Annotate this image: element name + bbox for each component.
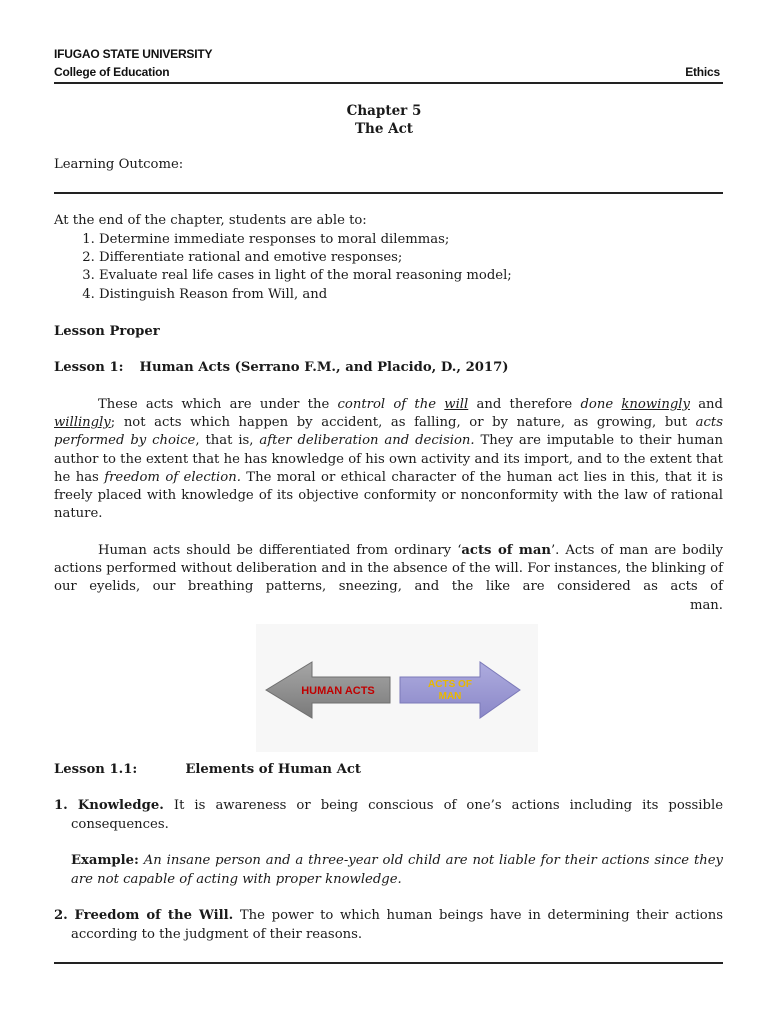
element-freedom-of-will: 2. Freedom of the Will. The power to which human beings have in determining their actions according to the judgment of their reasons. xyxy=(54,908,723,942)
chapter-number: Chapter 5 xyxy=(346,103,422,119)
knowledge-example: Example: An insane person and a three-year old child are not liable for their actions since they are not capable of acting with proper knowledge. xyxy=(71,853,723,887)
lesson11-title: Elements of Human Act xyxy=(185,762,361,777)
intro-text: At the end of the chapter, students are able to: xyxy=(54,213,367,228)
human-acts-label: HUMAN ACTS xyxy=(301,685,375,697)
acts-of-man-paragraph: Human acts should be differentiated from ordinary ‘acts of man’. Acts of man are bodily actions performed without deliberation and in the absence of the will. For instances, the blinking of our eyelids, our breathing patterns, sneezing, and the like are considered as acts of man. xyxy=(54,543,723,613)
subject-label: Ethics xyxy=(685,65,720,79)
lesson-proper-heading: Lesson Proper xyxy=(54,324,160,339)
lesson1-heading xyxy=(54,359,509,377)
acts-diagram xyxy=(256,624,538,752)
learning-outcome-label: Learning Outcome: xyxy=(54,157,184,172)
acts-of-man-label-line1: ACTS OF xyxy=(428,679,472,690)
human-acts-paragraph: These acts which are under the control of the will and therefore done knowingly and willingly; not acts which happen by accident, as falling, or by nature, as growing, but acts performed by choice, that is, after deliberation and decision. They are imputable to their human author to the extent that he has knowledge of his own activity and its import, and to the extent that he has freedom of election. The moral or ethical character of the human act lies in this, that it is freely placed with knowledge of its objective conformity or nonconformity with the law of rational nature. xyxy=(54,397,724,522)
element-knowledge: 1. Knowledge. It is awareness or being conscious of one’s actions including its possible consequences. xyxy=(54,798,723,832)
outcome-item: 1. Determine immediate responses to moral dilemmas; xyxy=(99,231,512,249)
outcomes-list xyxy=(54,231,512,304)
chapter-title: The Act xyxy=(354,121,414,137)
lesson1-label: Lesson 1: xyxy=(54,360,124,375)
college-name: College of Education xyxy=(54,65,170,79)
outcome-item: 4. Distinguish Reason from Will, and xyxy=(99,286,512,304)
footer-rule xyxy=(54,962,723,964)
lesson11-label: Lesson 1.1: xyxy=(54,762,138,777)
lesson1-title: Human Acts (Serrano F.M., and Placido, D., 2017) xyxy=(139,360,509,375)
outcome-item: 3. Evaluate real life cases in light of the moral reasoning model; xyxy=(99,267,512,285)
outcome-rule xyxy=(54,192,723,194)
outcome-item: 2. Differentiate rational and emotive responses; xyxy=(99,249,512,267)
acts-of-man-label-line2: MAN xyxy=(438,691,462,702)
lesson11-heading xyxy=(54,761,361,779)
header-rule xyxy=(54,82,723,84)
university-name: IFUGAO STATE UNIVERSITY xyxy=(54,47,213,61)
